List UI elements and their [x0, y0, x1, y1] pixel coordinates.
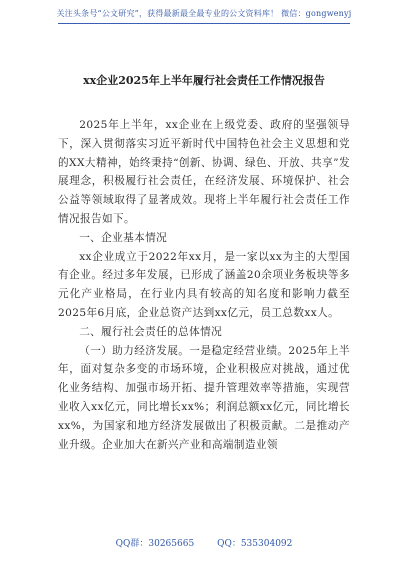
- document-body: [58, 116, 350, 454]
- section-heading-overall: 二、履行社会责任的总体情况: [79, 325, 223, 338]
- paragraph-basic-info: xx企业成立于2022年xx月，是一家以xx为主的大型国有企业。经过多年发展，已形成了涵盖20余项业务板块等多元化产业格局，在行业内具有较高的知名度和影响力截至2025年6月底，企业总资产达到xx亿元，员工总数xx人。: [58, 250, 350, 319]
- section-heading-basic-info: 一、企业基本情况: [79, 231, 168, 244]
- header-divider: [58, 23, 350, 24]
- footer-qq: QQ：535304092: [217, 539, 293, 549]
- paragraph-intro: 2025年上半年，xx企业在上级党委、政府的坚强领导下，深入贯彻落实习近平新时代中国特色社会主义思想和党的XX大精神，始终秉持“创新、协调、绿色、开放、共享”发展理念，积极履行社会责任，在经济发展、环境保护、社会公益等领域取得了显著成效。现将上半年履行社会责任工作情况报告如下。: [58, 119, 350, 225]
- footer-contact: [0, 536, 408, 549]
- document-title: xx企业2025年上半年履行社会责任工作情况报告: [83, 74, 325, 87]
- footer-qq-group: QQ群：30265665: [115, 539, 195, 549]
- paragraph-economic-development: （一）助力经济发展。一是稳定经营业绩。2025年上半年，面对复杂多变的市场环境，企业积极应对挑战，通过优化业务结构、加强市场开拓、提升管理效率等措施，实现营业收入xx亿元，同比增长xx%；利润总额xx亿元，同比增长xx%，为国家和地方经济发展做出了积极贡献。二是推动产业升级。企业加大在新兴产业和高端制造业领: [58, 344, 350, 451]
- header-banner: 关注头条号“公文研究”，获得最新最全最专业的公文资料库！ 微信：gongwenyj: [56, 9, 352, 18]
